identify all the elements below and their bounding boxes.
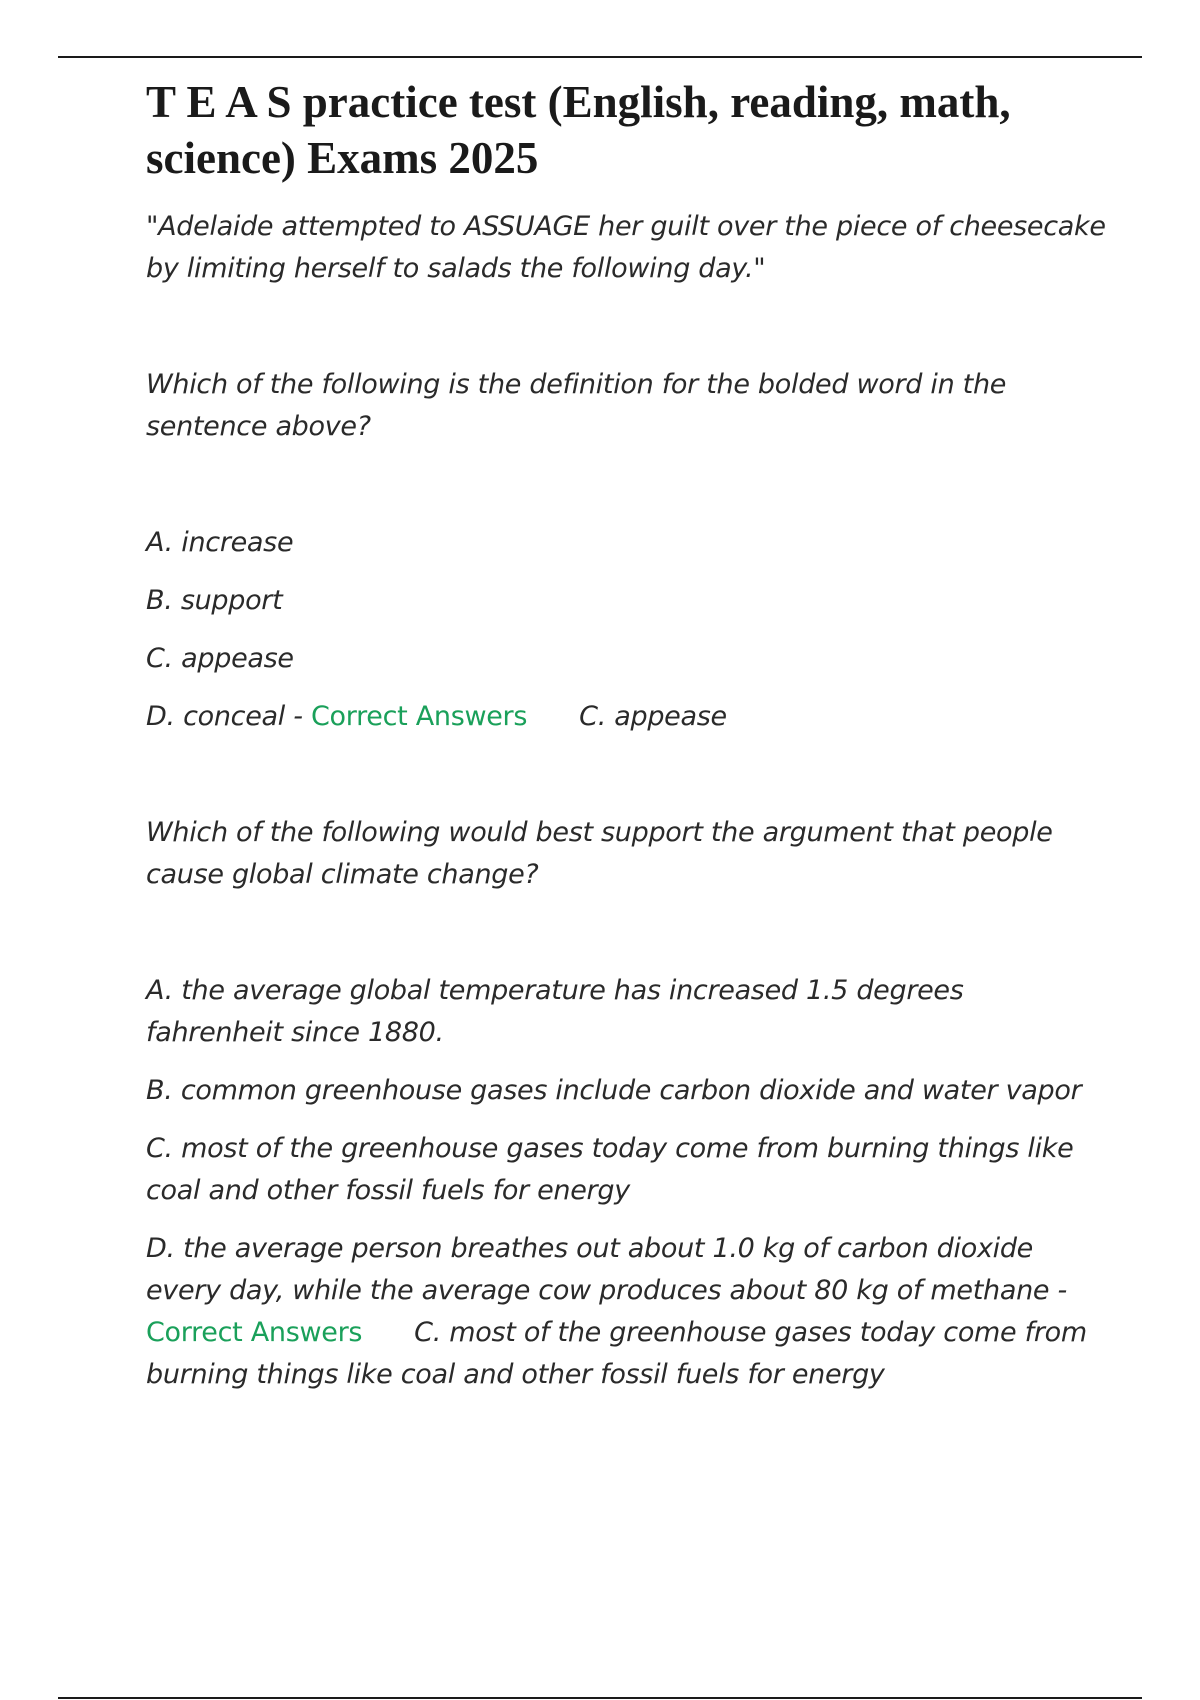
question-2-choice-a: A. the average global temperature has increased 1.5 degrees fahrenheit since 1880. <box>146 975 964 1048</box>
question-1-choice-a: A. increase <box>146 527 294 558</box>
question-2-choice-d: D. the average person breathes out about 1.0 kg of carbon dioxide every day, while the average cow produces about 80 kg of methane - Correct Answers C. most of the greenhouse gases today come from burning things like coal and other fossil fuels for energy <box>146 1233 1087 1390</box>
bottom-rule <box>58 1697 1142 1699</box>
question-1-choice-d: D. conceal - Correct Answers C. appease <box>146 701 727 732</box>
question-1-choice-b: B. support <box>146 585 283 616</box>
question-2-answer: C. most of the greenhouse gases today come from burning things like coal and other fossil fuels for energy <box>146 1317 1087 1390</box>
question-1-passage: "Adelaide attempted to ASSUAGE her guilt over the piece of cheesecake by limiting herself to salads the following day." <box>146 211 1106 284</box>
page-title: T E A S practice test (English, reading, math, science) Exams 2025 <box>146 77 1011 183</box>
question-1-prompt: Which of the following is the definition for the bolded word in the sentence above? <box>146 369 1007 442</box>
correct-answers-label: Correct Answers <box>146 1317 363 1348</box>
question-1-answer: C. appease <box>579 701 727 732</box>
correct-answers-label: Correct Answers <box>310 701 528 732</box>
question-1-choice-c: C. appease <box>146 643 294 674</box>
question-2-prompt: Which of the following would best support the argument that people cause global climate change? <box>146 817 1053 890</box>
document-body <box>146 74 1106 1396</box>
question-2-choice-b: B. common greenhouse gases include carbon dioxide and water vapor <box>146 1075 1082 1106</box>
top-rule <box>58 56 1142 58</box>
question-2-choice-c: C. most of the greenhouse gases today come from burning things like coal and other fossil fuels for energy <box>146 1133 1074 1206</box>
